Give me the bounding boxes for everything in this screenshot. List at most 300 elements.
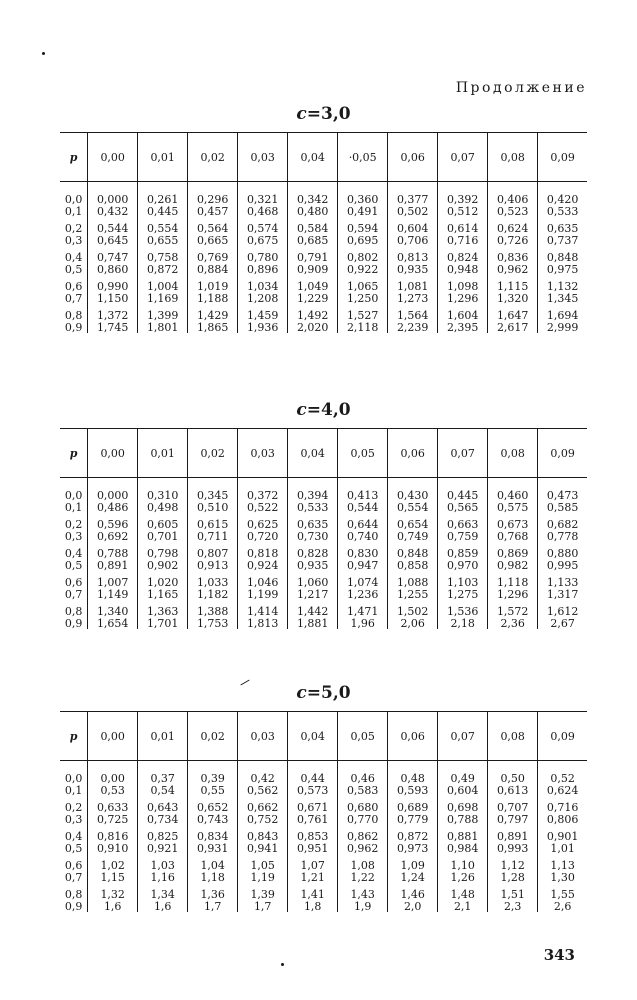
- table-cell: 0,788: [438, 814, 488, 826]
- table-cell: 0,613: [488, 785, 538, 797]
- table-title: [60, 683, 587, 703]
- table-cell: 0,695: [338, 235, 388, 247]
- table-cell: 0,480: [288, 206, 338, 218]
- column-header: 0,06: [388, 429, 438, 478]
- table-cell: 1,165: [138, 589, 188, 601]
- table-cell: 1,363: [138, 606, 188, 618]
- table-cell: 1,372: [88, 310, 138, 322]
- table-cell: 0,37: [138, 773, 188, 785]
- table-cell: 0,261: [138, 194, 188, 206]
- c-value: =5,0: [306, 683, 351, 703]
- table-row: [60, 831, 587, 843]
- table-cell: 1,188: [188, 293, 238, 305]
- table-cell: 0,902: [138, 560, 188, 572]
- table-cell: 0,44: [288, 773, 338, 785]
- table-row: [60, 310, 587, 322]
- table-cell: 1,019: [188, 281, 238, 293]
- table-cell: 0,951: [288, 843, 338, 855]
- table-cell: 0,502: [388, 206, 438, 218]
- table-cell: 0,52: [538, 773, 587, 785]
- table-cell: 1,115: [488, 281, 538, 293]
- table-cell: 1,199: [238, 589, 288, 601]
- table-row: [60, 502, 587, 514]
- table-cell: 1,28: [488, 872, 538, 884]
- column-header: 0,08: [488, 712, 538, 761]
- table-cell: 1,30: [538, 872, 587, 884]
- table-cell: 0,993: [488, 843, 538, 855]
- table-cell: 1,317: [538, 589, 587, 601]
- value-table: [60, 428, 587, 629]
- speck-mark: [42, 52, 45, 55]
- table-cell: 0,413: [338, 490, 388, 502]
- table-title: [60, 104, 587, 124]
- table-cell: 0,909: [288, 264, 338, 276]
- table-cell: 2,0: [388, 901, 438, 913]
- table-cell: 0,430: [388, 490, 438, 502]
- table-cell: 1,12: [488, 860, 538, 872]
- table-cell: 0,663: [438, 519, 488, 531]
- table-cell: 0,752: [238, 814, 288, 826]
- table-cell: 0,780: [238, 252, 288, 264]
- column-header: 0,02: [188, 133, 238, 182]
- table-cell: 1,701: [138, 618, 188, 630]
- table-head: [60, 429, 587, 478]
- table-row: [60, 860, 587, 872]
- table-cell: 1,133: [538, 577, 587, 589]
- table-cell: 0,737: [538, 235, 587, 247]
- p-value-cell: 0,9: [64, 320, 83, 334]
- table-cell: 1,26: [438, 872, 488, 884]
- table-cell: 0,734: [138, 814, 188, 826]
- table-cell: 0,779: [388, 814, 438, 826]
- table-row: [60, 802, 587, 814]
- table-cell: 0,673: [488, 519, 538, 531]
- table-cell: 0,42: [238, 773, 288, 785]
- header-row: [60, 133, 587, 182]
- table-row: [60, 293, 587, 305]
- table-row: [60, 194, 587, 206]
- table-cell: 0,970: [438, 560, 488, 572]
- table-cell: 0,706: [388, 235, 438, 247]
- table-cell: 2,67: [538, 618, 587, 630]
- table-cell: 1,046: [238, 577, 288, 589]
- table-section: [60, 104, 587, 333]
- column-header: 0,08: [488, 429, 538, 478]
- table-cell: 2,239: [388, 322, 438, 334]
- table-cell: 0,910: [88, 843, 138, 855]
- table-cell: 0,654: [388, 519, 438, 531]
- table-cell: 0,00: [88, 773, 138, 785]
- column-header: 0,09: [538, 429, 587, 478]
- table-cell: 0,931: [188, 843, 238, 855]
- table-cell: 0,791: [288, 252, 338, 264]
- table-row: [60, 235, 587, 247]
- p-value-cell: 0,0: [64, 193, 83, 206]
- table-cell: 1,004: [138, 281, 188, 293]
- table-cell: 0,486: [88, 502, 138, 514]
- table-cell: 1,007: [88, 577, 138, 589]
- table-cell: 0,941: [238, 843, 288, 855]
- table-cell: 1,250: [338, 293, 388, 305]
- p-column-header: p: [60, 133, 88, 182]
- table-cell: 0,512: [438, 206, 488, 218]
- table-cell: 0,843: [238, 831, 288, 843]
- table-cell: 0,345: [188, 490, 238, 502]
- table-cell: 0,522: [238, 502, 288, 514]
- table-cell: 1,296: [488, 589, 538, 601]
- table-cell: 1,502: [388, 606, 438, 618]
- table-cell: 0,596: [88, 519, 138, 531]
- table-cell: 0,445: [438, 490, 488, 502]
- table-cell: 0,457: [188, 206, 238, 218]
- table-cell: 0,394: [288, 490, 338, 502]
- table-cell: 1,9: [338, 901, 388, 913]
- column-header: 0,03: [238, 133, 288, 182]
- table-cell: 0,935: [388, 264, 438, 276]
- table-cell: 0,818: [238, 548, 288, 560]
- table-cell: 1,7: [238, 901, 288, 913]
- p-value-cell: 0,3: [64, 233, 83, 247]
- p-value-cell: 0,5: [64, 558, 83, 572]
- table-cell: 1,217: [288, 589, 338, 601]
- table-cell: 1,536: [438, 606, 488, 618]
- column-header: 0,00: [88, 712, 138, 761]
- table-cell: 0,473: [538, 490, 587, 502]
- p-value-cell: 0,1: [64, 783, 83, 797]
- table-cell: 0,711: [188, 531, 238, 543]
- table-cell: 1,065: [338, 281, 388, 293]
- table-cell: 2,18: [438, 618, 488, 630]
- column-header: 0,00: [88, 133, 138, 182]
- column-header: 0,06: [388, 712, 438, 761]
- table-cell: 2,617: [488, 322, 538, 334]
- table-cell: 0,884: [188, 264, 238, 276]
- table-cell: 0,615: [188, 519, 238, 531]
- table-cell: 0,604: [438, 785, 488, 797]
- table-cell: 1,01: [538, 843, 587, 855]
- p-value-cell: 0,2: [64, 801, 83, 814]
- table-cell: 0,716: [438, 235, 488, 247]
- table-cell: 0,584: [288, 223, 338, 235]
- table-cell: 0,680: [338, 802, 388, 814]
- table-cell: 1,088: [388, 577, 438, 589]
- table-cell: 0,000: [88, 194, 138, 206]
- table-cell: 2,3: [488, 901, 538, 913]
- table-cell: 0,962: [338, 843, 388, 855]
- table-cell: 0,848: [388, 548, 438, 560]
- table-cell: 1,09: [388, 860, 438, 872]
- p-value-cell: 0,3: [64, 529, 83, 543]
- table-cell: 0,624: [488, 223, 538, 235]
- column-header: 0,05: [338, 429, 388, 478]
- table-cell: 2,020: [288, 322, 338, 334]
- table-cell: 1,05: [238, 860, 288, 872]
- table-row: [60, 490, 587, 502]
- table-cell: 0,975: [538, 264, 587, 276]
- column-header: 0,09: [538, 712, 587, 761]
- p-value-cell: 0,1: [64, 204, 83, 218]
- table-cell: 1,10: [438, 860, 488, 872]
- table-cell: 0,593: [388, 785, 438, 797]
- table-cell: 1,18: [188, 872, 238, 884]
- table-cell: 0,798: [138, 548, 188, 560]
- table-cell: 0,881: [438, 831, 488, 843]
- table-row: [60, 548, 587, 560]
- table-cell: 1,801: [138, 322, 188, 334]
- table-cell: 0,635: [288, 519, 338, 531]
- table-cell: 0,565: [438, 502, 488, 514]
- table-cell: 0,655: [138, 235, 188, 247]
- table-cell: 1,753: [188, 618, 238, 630]
- table-cell: 0,858: [388, 560, 438, 572]
- table-cell: 0,583: [338, 785, 388, 797]
- table-cell: 1,572: [488, 606, 538, 618]
- table-row: [60, 889, 587, 901]
- table-cell: 1,229: [288, 293, 338, 305]
- c-value: =3,0: [306, 104, 351, 124]
- table-cell: 1,340: [88, 606, 138, 618]
- table-cell: 0,491: [338, 206, 388, 218]
- table-cell: 0,682: [538, 519, 587, 531]
- table-cell: 2,1: [438, 901, 488, 913]
- table-cell: 0,55: [188, 785, 238, 797]
- table-cell: 1,208: [238, 293, 288, 305]
- table-cell: 0,554: [388, 502, 438, 514]
- column-header: 0,03: [238, 712, 288, 761]
- table-title: [60, 400, 587, 420]
- table-cell: 0,984: [438, 843, 488, 855]
- p-value-cell: 0,6: [64, 576, 83, 589]
- table-cell: 0,575: [488, 502, 538, 514]
- p-value-cell: 0,7: [64, 291, 83, 305]
- table-cell: 0,53: [88, 785, 138, 797]
- table-cell: 1,55: [538, 889, 587, 901]
- table-cell: 0,740: [338, 531, 388, 543]
- table-cell: 1,118: [488, 577, 538, 589]
- table-row: [60, 322, 587, 334]
- p-value-cell: 0,7: [64, 870, 83, 884]
- table-cell: 1,22: [338, 872, 388, 884]
- table-body: [60, 478, 587, 630]
- table-cell: 1,182: [188, 589, 238, 601]
- table-cell: 1,098: [438, 281, 488, 293]
- table-cell: 1,16: [138, 872, 188, 884]
- table-row: [60, 252, 587, 264]
- p-column-header: p: [60, 429, 88, 478]
- table-cell: 1,604: [438, 310, 488, 322]
- table-cell: 1,236: [338, 589, 388, 601]
- table-head: [60, 133, 587, 182]
- table-cell: 1,150: [88, 293, 138, 305]
- table-cell: 1,07: [288, 860, 338, 872]
- p-value-cell: 0,4: [64, 547, 83, 560]
- table-cell: 1,060: [288, 577, 338, 589]
- table-cell: 0,644: [338, 519, 388, 531]
- table-cell: 1,24: [388, 872, 438, 884]
- table-section: [60, 400, 587, 629]
- table-cell: 1,08: [338, 860, 388, 872]
- table-cell: 0,848: [538, 252, 587, 264]
- table-cell: 1,103: [438, 577, 488, 589]
- table-cell: 0,39: [188, 773, 238, 785]
- table-row: [60, 814, 587, 826]
- c-variable: c: [296, 400, 307, 420]
- table-cell: 0,891: [88, 560, 138, 572]
- table-cell: 2,36: [488, 618, 538, 630]
- table-cell: 0,807: [188, 548, 238, 560]
- table-cell: 1,39: [238, 889, 288, 901]
- p-value-cell: 0,8: [64, 888, 83, 901]
- p-column-header: p: [60, 712, 88, 761]
- table-cell: 2,06: [388, 618, 438, 630]
- table-cell: 0,973: [388, 843, 438, 855]
- table-cell: 1,296: [438, 293, 488, 305]
- p-value-cell: 0,1: [64, 500, 83, 514]
- table-cell: 0,544: [338, 502, 388, 514]
- table-cell: 1,345: [538, 293, 587, 305]
- table-cell: 0,761: [288, 814, 338, 826]
- table-cell: 0,797: [488, 814, 538, 826]
- table-cell: 0,726: [488, 235, 538, 247]
- table-row: [60, 519, 587, 531]
- table-cell: 2,999: [538, 322, 587, 334]
- table-cell: 0,523: [488, 206, 538, 218]
- p-value-cell: 0,4: [64, 830, 83, 843]
- table-cell: 0,671: [288, 802, 338, 814]
- table-cell: 0,990: [88, 281, 138, 293]
- value-table: [60, 132, 587, 333]
- p-value-cell: 0,2: [64, 518, 83, 531]
- table-cell: 1,04: [188, 860, 238, 872]
- table-cell: 1,399: [138, 310, 188, 322]
- p-value-cell: 0,0: [64, 489, 83, 502]
- column-header: 0,08: [488, 133, 538, 182]
- table-cell: 0,645: [88, 235, 138, 247]
- table-cell: 0,862: [338, 831, 388, 843]
- table-cell: 0,624: [538, 785, 587, 797]
- column-header: 0,01: [138, 712, 188, 761]
- column-header: 0,07: [438, 712, 488, 761]
- table-cell: 1,034: [238, 281, 288, 293]
- table-cell: 1,492: [288, 310, 338, 322]
- table-cell: 0,564: [188, 223, 238, 235]
- table-row: [60, 577, 587, 589]
- table-cell: 1,6: [88, 901, 138, 913]
- table-cell: 1,414: [238, 606, 288, 618]
- table-cell: 1,074: [338, 577, 388, 589]
- table-cell: 0,554: [138, 223, 188, 235]
- table-cell: 1,13: [538, 860, 587, 872]
- p-value-cell: 0,8: [64, 605, 83, 618]
- table-cell: 1,081: [388, 281, 438, 293]
- table-cell: 0,707: [488, 802, 538, 814]
- table-cell: 1,7: [188, 901, 238, 913]
- table-cell: 0,625: [238, 519, 288, 531]
- column-header: 0,07: [438, 133, 488, 182]
- table-cell: 2,395: [438, 322, 488, 334]
- table-cell: 1,694: [538, 310, 587, 322]
- table-cell: 0,935: [288, 560, 338, 572]
- table-cell: 1,527: [338, 310, 388, 322]
- table-cell: 0,769: [188, 252, 238, 264]
- table-row: [60, 264, 587, 276]
- table-cell: 0,574: [238, 223, 288, 235]
- table-cell: 0,922: [338, 264, 388, 276]
- table-cell: 0,685: [288, 235, 338, 247]
- table-cell: 0,743: [188, 814, 238, 826]
- table-cell: 0,768: [488, 531, 538, 543]
- table-cell: 1,275: [438, 589, 488, 601]
- table-cell: 1,149: [88, 589, 138, 601]
- table-cell: 0,982: [488, 560, 538, 572]
- table-cell: 0,836: [488, 252, 538, 264]
- p-value-cell: 0,5: [64, 262, 83, 276]
- column-header: ·0,05: [338, 133, 388, 182]
- table-cell: 1,429: [188, 310, 238, 322]
- table-cell: 1,865: [188, 322, 238, 334]
- table-cell: 1,813: [238, 618, 288, 630]
- table-cell: 0,913: [188, 560, 238, 572]
- table-cell: 1,255: [388, 589, 438, 601]
- table-row: [60, 606, 587, 618]
- table-cell: 0,698: [438, 802, 488, 814]
- p-value-cell: 0,7: [64, 587, 83, 601]
- table-cell: 0,730: [288, 531, 338, 543]
- column-header: 0,01: [138, 133, 188, 182]
- c-variable: c: [296, 104, 307, 124]
- continuation-header: Продолжение: [455, 80, 587, 96]
- table-cell: 1,564: [388, 310, 438, 322]
- table-row: [60, 589, 587, 601]
- table-cell: 0,675: [238, 235, 288, 247]
- p-value-cell: 0,3: [64, 812, 83, 826]
- table-cell: 0,652: [188, 802, 238, 814]
- table-cell: 0,828: [288, 548, 338, 560]
- table-cell: 1,46: [388, 889, 438, 901]
- table-cell: 0,544: [88, 223, 138, 235]
- column-header: 0,09: [538, 133, 587, 182]
- p-value-cell: 0,2: [64, 222, 83, 235]
- table-cell: 0,585: [538, 502, 587, 514]
- table-cell: 1,442: [288, 606, 338, 618]
- table-cell: 0,468: [238, 206, 288, 218]
- table-cell: 0,834: [188, 831, 238, 843]
- table-cell: 1,169: [138, 293, 188, 305]
- table-cell: 0,758: [138, 252, 188, 264]
- table-cell: 0,633: [88, 802, 138, 814]
- column-header: 0,04: [288, 133, 338, 182]
- table-cell: 0,853: [288, 831, 338, 843]
- speck-mark: [281, 963, 284, 966]
- table-cell: 0,635: [538, 223, 587, 235]
- c-variable: c: [296, 683, 307, 703]
- value-table: [60, 711, 587, 912]
- table-cell: 0,924: [238, 560, 288, 572]
- table-cell: 0,770: [338, 814, 388, 826]
- table-cell: 0,749: [388, 531, 438, 543]
- table-cell: 0,50: [488, 773, 538, 785]
- table-cell: 0,662: [238, 802, 288, 814]
- table-cell: 0,46: [338, 773, 388, 785]
- table-cell: 1,881: [288, 618, 338, 630]
- table-cell: 0,778: [538, 531, 587, 543]
- table-cell: 0,573: [288, 785, 338, 797]
- table-cell: 1,34: [138, 889, 188, 901]
- table-cell: 0,948: [438, 264, 488, 276]
- table-row: [60, 901, 587, 913]
- table-cell: 0,880: [538, 548, 587, 560]
- table-cell: 1,471: [338, 606, 388, 618]
